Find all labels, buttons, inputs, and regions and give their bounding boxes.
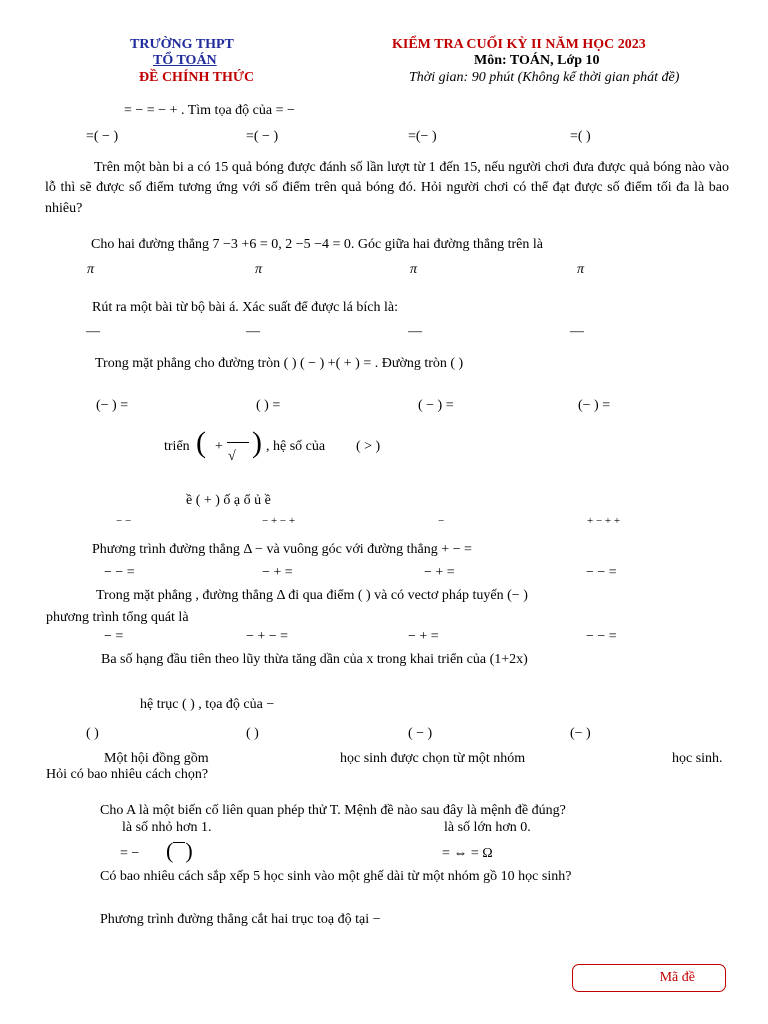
q8-option-b: − + = [262, 565, 293, 580]
q11-option-b: ( ) [246, 726, 259, 741]
q13-text: Cho A là một biến cố liên quan phép thử T. Mệnh đề nào sau đây là mệnh đề đúng? [100, 803, 566, 818]
q12-part2: học sinh được chọn từ một nhóm [340, 751, 526, 766]
q5-option-c: ( − ) = [418, 398, 454, 413]
q4-text: Rút ra một bài từ bộ bài á. Xác suất để được lá bích là: [92, 300, 398, 315]
q13-option-c-paren: ( ) [166, 838, 193, 863]
q9-text: Trong mặt phẳng , đường thẳng Δ đi qua điểm ( ) và có vectơ pháp tuyến (− ) [96, 588, 528, 603]
q8-option-c: − + = [424, 565, 455, 580]
q5-option-d: (− ) = [578, 398, 611, 413]
q6-close-paren: ) [252, 426, 262, 459]
q2-text: Trên một bàn bi a có 15 quả bóng được đánh số lần lượt từ 1 đến 15, nếu người chơi đưa được quả bóng nào vào lỗ thì sẽ được số điểm tương ứng với số điểm trên quả bóng đó. Hỏi người chơi có thể đạt được số điểm tối đa là bao nhiêu? [45, 160, 729, 216]
q5-option-b: ( ) = [256, 398, 281, 413]
q6-inner: + [215, 439, 223, 454]
time-line: Thời gian: 90 phút (Không kể thời gian phát đề) [409, 70, 680, 85]
q6-root: √ [228, 449, 236, 464]
q3-option-c: π [410, 262, 418, 277]
q9-option-c: − + = [408, 629, 439, 644]
q3-option-d: π [577, 262, 585, 277]
q5-option-a: (− ) = [96, 398, 129, 413]
q9-option-d: − − = [586, 629, 617, 644]
q10-text: Ba số hạng đầu tiên theo lũy thừa tăng dần của x trong khai triển của (1+2x) [101, 652, 528, 667]
q6-fraction-bar [227, 442, 249, 443]
exam-code-box [572, 964, 726, 992]
q4-option-c: — [408, 324, 422, 339]
q1-statement: = − = − + . Tìm tọa độ của = − [124, 103, 295, 118]
q1-option-d: =( ) [570, 129, 591, 144]
q3-option-b: π [255, 262, 263, 277]
q15-text: Phương trình đường thẳng cắt hai trục toạ độ tại − [100, 912, 381, 927]
q11-option-d: (− ) [570, 726, 591, 741]
q7-option-d: + − + + [587, 515, 621, 527]
q13-option-b: là số lớn hơn 0. [444, 820, 531, 835]
q8-option-a: − − = [104, 565, 135, 580]
q13-option-c: = − [120, 846, 140, 861]
exam-code-label: Mã đề [659, 970, 695, 985]
q7-option-b: − + − + [262, 515, 296, 527]
school-name: TRƯỜNG THPT [130, 37, 234, 52]
q8-text: Phương trình đường thẳng Δ − và vuông góc với đường thẳng + − = [92, 542, 472, 557]
q9-option-b: − + − = [246, 629, 289, 644]
q12-line2: Hỏi có bao nhiêu cách chọn? [46, 767, 209, 782]
q11-text: hệ trục ( ) , tọa độ của − [140, 697, 275, 712]
q7-statement: ề ( + ) ố ạ ổ ủ ề [186, 493, 271, 508]
official-label: ĐỀ CHÍNH THỨC [139, 70, 255, 85]
q7-option-a: − − [116, 515, 132, 527]
q4-option-a: — [86, 324, 100, 339]
q11-option-c: ( − ) [408, 726, 433, 741]
department-name: TỔ TOÁN [153, 53, 217, 68]
q14-text: Có bao nhiêu cách sắp xếp 5 học sinh vào một ghế dài từ một nhóm gồ 10 học sinh? [100, 869, 572, 884]
q6-open-paren: ( [196, 426, 206, 459]
q11-option-a: ( ) [86, 726, 99, 741]
q1-option-b: =( − ) [246, 129, 279, 144]
q12-part3: học sinh. [672, 751, 723, 766]
q3-text: Cho hai đường thẳng 7 −3 +6 = 0, 2 −5 −4 = 0. Góc giữa hai đường thẳng trên là [91, 237, 543, 252]
q6-suffix: , hệ số của [266, 439, 326, 454]
q7-option-c: − [438, 515, 445, 527]
q6-prefix: triển [164, 439, 190, 454]
q13-option-a: là số nhỏ hơn 1. [122, 820, 212, 835]
q4-option-b: — [246, 324, 260, 339]
q4-option-d: — [570, 324, 584, 339]
exam-title: KIỂM TRA CUỐI KỲ II NĂM HỌC 2023 [392, 37, 646, 52]
q1-option-c: =(− ) [408, 129, 437, 144]
q9-option-a: − = [104, 629, 124, 644]
q13-option-d: = ⇔ = Ω [442, 846, 493, 861]
q5-text: Trong mặt phẳng cho đường tròn ( ) ( − ) +( + ) = . Đường tròn ( ) [95, 356, 464, 371]
q6-condition: ( > ) [356, 439, 381, 454]
q8-option-d: − − = [586, 565, 617, 580]
subject-line: Môn: TOÁN, Lớp 10 [474, 53, 600, 68]
q12-part1: Một hội đồng gồm [104, 751, 209, 766]
q3-option-a: π [87, 262, 95, 277]
q9-text-continued: phương trình tổng quát là [46, 610, 189, 625]
q1-option-a: =( − ) [86, 129, 119, 144]
